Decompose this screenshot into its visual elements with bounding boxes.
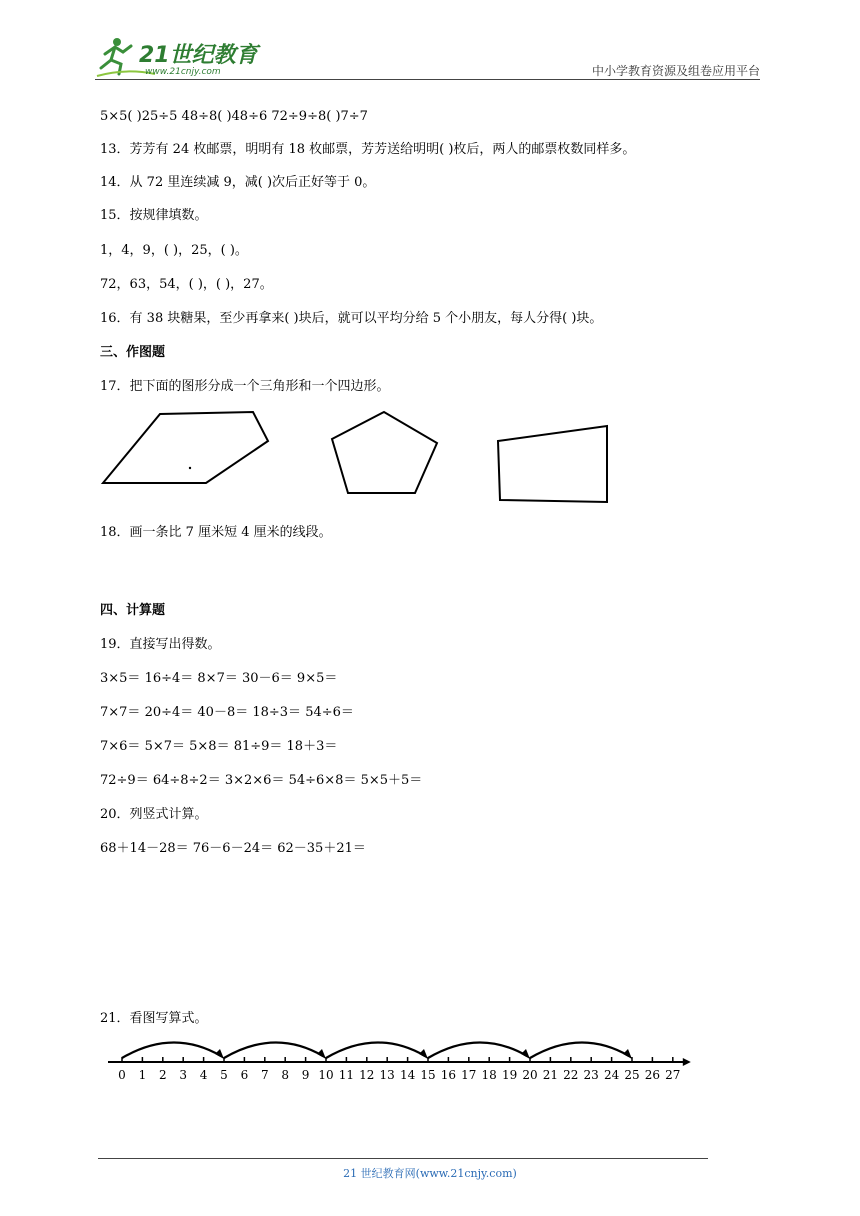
tick-label: 0: [118, 1068, 126, 1082]
calc-row-4: 72÷9＝ 64÷8÷2＝ 3×2×6＝ 54÷6×8＝ 5×5＋5＝: [100, 773, 423, 788]
quadrilateral-shape: [498, 426, 607, 502]
header-platform-text: 中小学教育资源及组卷应用平台: [591, 64, 760, 78]
number-line: [100, 1030, 700, 1092]
sequence-2: 72，63，54，( )，( )，27。: [100, 277, 273, 292]
tick-label: 24: [603, 1068, 620, 1082]
tick-label: 27: [665, 1068, 681, 1082]
jump-arc: [122, 1042, 221, 1058]
tick-label: 4: [199, 1068, 208, 1082]
tick-label: 25: [624, 1068, 640, 1082]
jump-arc: [530, 1042, 629, 1058]
tick-label: 22: [563, 1068, 579, 1082]
jump-arrowhead: [317, 1049, 326, 1059]
section-3-title: 三、作图题: [100, 345, 166, 360]
axis-arrow: [683, 1058, 691, 1066]
footer-text: 21 世纪教育网(www.21cnjy.com): [343, 1167, 517, 1180]
question-16: 16．有 38 块糖果，至少再拿来( )块后，就可以平均分给 5 个小朋友，每人分得( )块。: [100, 311, 603, 326]
comparison-line: 5×5( )25÷5 48÷8( )48÷6 72÷9÷8( )7÷7: [100, 109, 368, 124]
jump-arc: [224, 1042, 323, 1058]
vertical-calc-row: 68＋14－28＝ 76－6－24＝ 62－35＋21＝: [100, 841, 366, 856]
tick-label: 11: [338, 1068, 355, 1082]
logo-21cnjy: [95, 34, 265, 80]
tick-label: 1: [138, 1068, 147, 1082]
question-20: 20．列竖式计算。: [100, 807, 208, 822]
question-19: 19．直接写出得数。: [100, 637, 221, 652]
question-18: 18．画一条比 7 厘米短 4 厘米的线段。: [100, 525, 332, 540]
jump-arrowhead: [623, 1049, 632, 1059]
question-14: 14．从 72 里连续减 9，减( )次后正好等于 0。: [100, 175, 376, 190]
shapes-figure: [95, 405, 655, 515]
tick-label: 14: [399, 1068, 416, 1082]
tick-label: 17: [461, 1068, 477, 1082]
jump-arrowhead: [521, 1049, 530, 1059]
tick-label: 8: [281, 1068, 290, 1082]
tick-label: 6: [240, 1068, 249, 1082]
tick-label: 26: [644, 1068, 661, 1082]
tick-label: 5: [220, 1068, 228, 1082]
jump-arc: [326, 1042, 425, 1058]
tick-label: 13: [379, 1068, 395, 1082]
tick-label: 3: [179, 1068, 188, 1082]
tick-label: 12: [359, 1068, 375, 1082]
sequence-1: 1，4，9，( )，25，( )。: [100, 243, 248, 258]
footer-divider: [98, 1158, 708, 1159]
question-15: 15．按规律填数。: [100, 208, 208, 223]
page-header: [95, 34, 760, 80]
jump-arc: [428, 1042, 527, 1058]
calc-row-1: 3×5＝ 16÷4＝ 8×7＝ 30－6＝ 9×5＝: [100, 671, 338, 686]
section-4-title: 四、计算题: [100, 603, 166, 618]
pentagon-shape: [332, 412, 437, 493]
jump-arrowhead: [419, 1049, 428, 1059]
tick-label: 18: [481, 1068, 497, 1082]
jump-arrowhead: [215, 1049, 224, 1059]
tick-label: 2: [158, 1068, 167, 1082]
calc-row-2: 7×7＝ 20÷4＝ 40－8＝ 18÷3＝ 54÷6＝: [100, 705, 354, 720]
calc-row-3: 7×6＝ 5×7＝ 5×8＝ 81÷9＝ 18＋3＝: [100, 739, 338, 754]
tick-label: 23: [583, 1068, 599, 1082]
tick-label: 7: [260, 1068, 269, 1082]
tick-label: 15: [420, 1068, 436, 1082]
header-divider: [95, 79, 760, 80]
tick-label: 20: [522, 1068, 538, 1082]
question-21: 21．看图写算式。: [100, 1011, 208, 1026]
question-13: 13．芳芳有 24 枚邮票，明明有 18 枚邮票，芳芳送给明明( )枚后，两人的邮票枚数同样多。: [100, 142, 636, 157]
tick-label: 10: [318, 1068, 334, 1082]
question-17: 17．把下面的图形分成一个三角形和一个四边形。: [100, 379, 390, 394]
svg-text:www.21cnjy.com: www.21cnjy.com: [145, 67, 221, 77]
tick-label: 21: [542, 1068, 559, 1082]
tick-label: 9: [301, 1068, 310, 1082]
hexagon-shape: [103, 412, 268, 483]
tick-label: 16: [440, 1068, 457, 1082]
tick-label: 19: [501, 1068, 518, 1082]
svg-text:21世纪教育: 21世纪教育: [139, 43, 258, 68]
